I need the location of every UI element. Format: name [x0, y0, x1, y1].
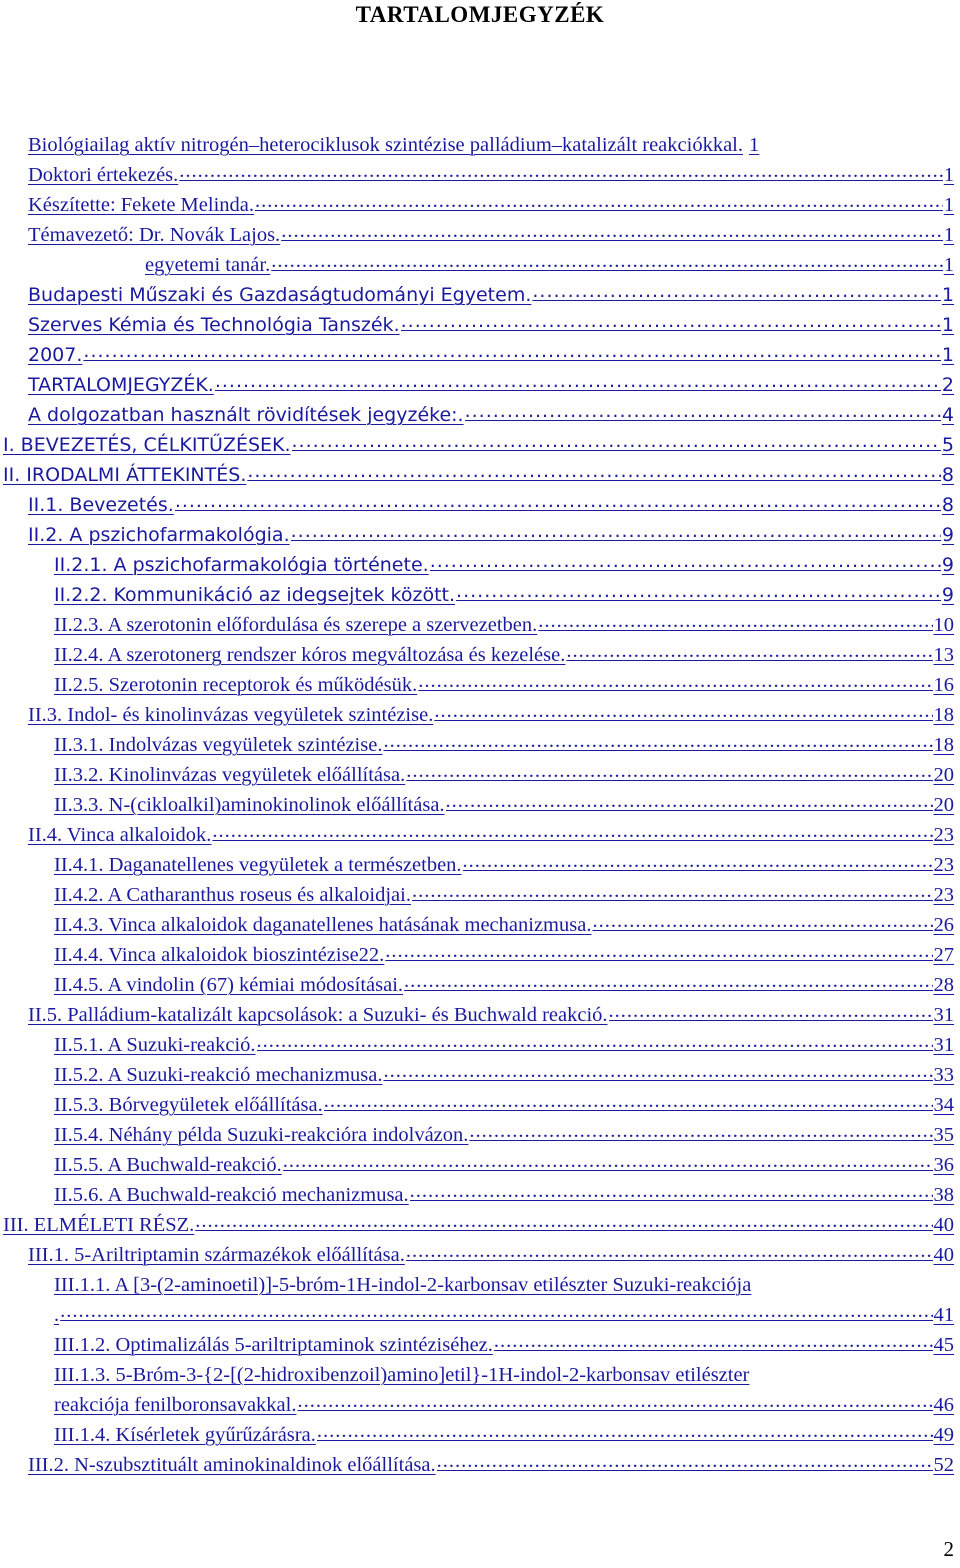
toc-entry[interactable]: Biológiailag aktív nitrogén–heterociklusok szintézise palládium–katalizált reakciókkal. 1 [28, 134, 760, 156]
toc-entry[interactable]: II.2.5. Szerotonin receptorok és működésük. ..... 16 [54, 667, 954, 697]
toc-entry[interactable]: I. BEVEZETÉS, CÉLKITŰZÉSEK. ..... 5 [3, 427, 954, 457]
toc-entry[interactable]: Témavezető: Dr. Novák Lajos. ..... 1 [28, 217, 954, 247]
toc-entry[interactable]: III.2. N-szubsztituált aminokinaldinok előállítása. ..... 52 [28, 1447, 954, 1477]
toc-entry[interactable]: II.3.1. Indolvázas vegyületek szintézise. ..... 18 [54, 727, 954, 757]
toc-entry[interactable]: Készítette: Fekete Melinda. ..... 1 [28, 187, 954, 217]
toc-entry[interactable]: II.4.4. Vinca alkaloidok bioszintézise22. ..... 27 [54, 937, 954, 967]
toc-entry[interactable]: II.5.2. A Suzuki-reakció mechanizmusa. ..... 33 [54, 1057, 954, 1087]
toc-entry[interactable]: 2007. ..... 1 [28, 337, 954, 367]
toc-entry[interactable]: TARTALOMJEGYZÉK. ..... 2 [28, 367, 954, 397]
toc-entry[interactable]: II.4.5. A vindolin (67) kémiai módosításai. ..... 28 [54, 967, 954, 997]
toc-entry[interactable]: III.1.1. A [3-(2-aminoetil)]-5-bróm-1H-indol-2-karbonsav etilészter Suzuki-reakciója [54, 1274, 752, 1296]
toc-entry[interactable]: II.5.4. Néhány példa Suzuki-reakcióra indolvázon. ..... 35 [54, 1117, 954, 1147]
page-title: TARTALOMJEGYZÉK [355, 2, 605, 27]
toc-entry[interactable]: reakciója fenilboronsavakkal. ..... 46 [54, 1387, 954, 1417]
toc-entry[interactable]: II. IRODALMI ÁTTEKINTÉS. ..... 8 [3, 457, 954, 487]
toc-entry[interactable]: II.2.2. Kommunikáció az idegsejtek között. ..... 9 [54, 577, 954, 607]
toc-entry[interactable]: II.5. Palládium-katalizált kapcsolások: a Suzuki- és Buchwald reakció. ..... 31 [28, 997, 954, 1027]
toc-entry[interactable]: II.5.5. A Buchwald-reakció. ..... 36 [54, 1147, 954, 1177]
toc-entry[interactable]: III.1.4. Kísérletek gyűrűzárásra. ..... 49 [54, 1417, 954, 1447]
toc-entry[interactable]: II.3.2. Kinolinvázas vegyületek előállítása. ..... 20 [54, 757, 954, 787]
toc-entry[interactable]: III.1.2. Optimalizálás 5-ariltriptaminok szintéziséhez. ..... 45 [54, 1327, 954, 1357]
toc-entry[interactable]: II.4.3. Vinca alkaloidok daganatellenes hatásának mechanizmusa. ..... 26 [54, 907, 954, 937]
toc-entry[interactable]: III.1. 5-Ariltriptamin származékok előállítása. ..... 40 [28, 1237, 954, 1267]
toc-entry[interactable]: II.3.3. N-(cikloalkil)aminokinolinok előállítása. ..... 20 [54, 787, 954, 817]
toc-entry[interactable]: III.1.3. 5-Bróm-3-{2-[(2-hidroxibenzoil)amino]etil}-1H-indol-2-karbonsav etilészter [54, 1364, 750, 1386]
toc-entry[interactable]: II.4.2. A Catharanthus roseus és alkaloidjai. ..... 23 [54, 877, 954, 907]
toc-entry[interactable]: III. ELMÉLETI RÉSZ. ..... 40 [3, 1207, 954, 1237]
toc-entry[interactable]: II.3. Indol- és kinolinvázas vegyületek szintézise. ..... 18 [28, 697, 954, 727]
page-number: 2 [943, 1537, 954, 1561]
toc-entry[interactable]: II.5.6. A Buchwald-reakció mechanizmusa. ..... 38 [54, 1177, 954, 1207]
toc-entry[interactable]: II.4.1. Daganatellenes vegyületek a természetben. ..... 23 [54, 847, 954, 877]
toc-entry[interactable]: II.2.3. A szerotonin előfordulása és szerepe a szervezetben. ..... 10 [54, 607, 954, 637]
toc-entry[interactable]: A dolgozatban használt rövidítések jegyzéke:. ..... 4 [28, 397, 954, 427]
toc-entry[interactable]: II.1. Bevezetés. ..... 8 [28, 487, 954, 517]
toc-entry[interactable]: Budapesti Műszaki és Gazdaságtudományi Egyetem. ..... 1 [28, 277, 954, 307]
toc-entry[interactable]: egyetemi tanár. ..... 1 [28, 247, 954, 277]
toc-entry[interactable]: Szerves Kémia és Technológia Tanszék. ..... 1 [28, 307, 954, 337]
toc-entry[interactable]: . ..... 41 [54, 1297, 954, 1327]
toc-entry[interactable]: II.5.1. A Suzuki-reakció. ..... 31 [54, 1027, 954, 1057]
toc-entry[interactable]: II.2.4. A szerotonerg rendszer kóros megváltozása és kezelése. ..... 13 [54, 637, 954, 667]
toc-entry[interactable]: II.2. A pszichofarmakológia. ..... 9 [28, 517, 954, 547]
toc-entry[interactable]: Doktori értekezés. ..... 1 [28, 157, 954, 187]
toc-entry[interactable]: II.5.3. Bórvegyületek előállítása. ..... 34 [54, 1087, 954, 1117]
toc-entry[interactable]: II.4. Vinca alkaloidok. ..... 23 [28, 817, 954, 847]
toc-entry[interactable]: II.2.1. A pszichofarmakológia története. ..... 9 [54, 547, 954, 577]
